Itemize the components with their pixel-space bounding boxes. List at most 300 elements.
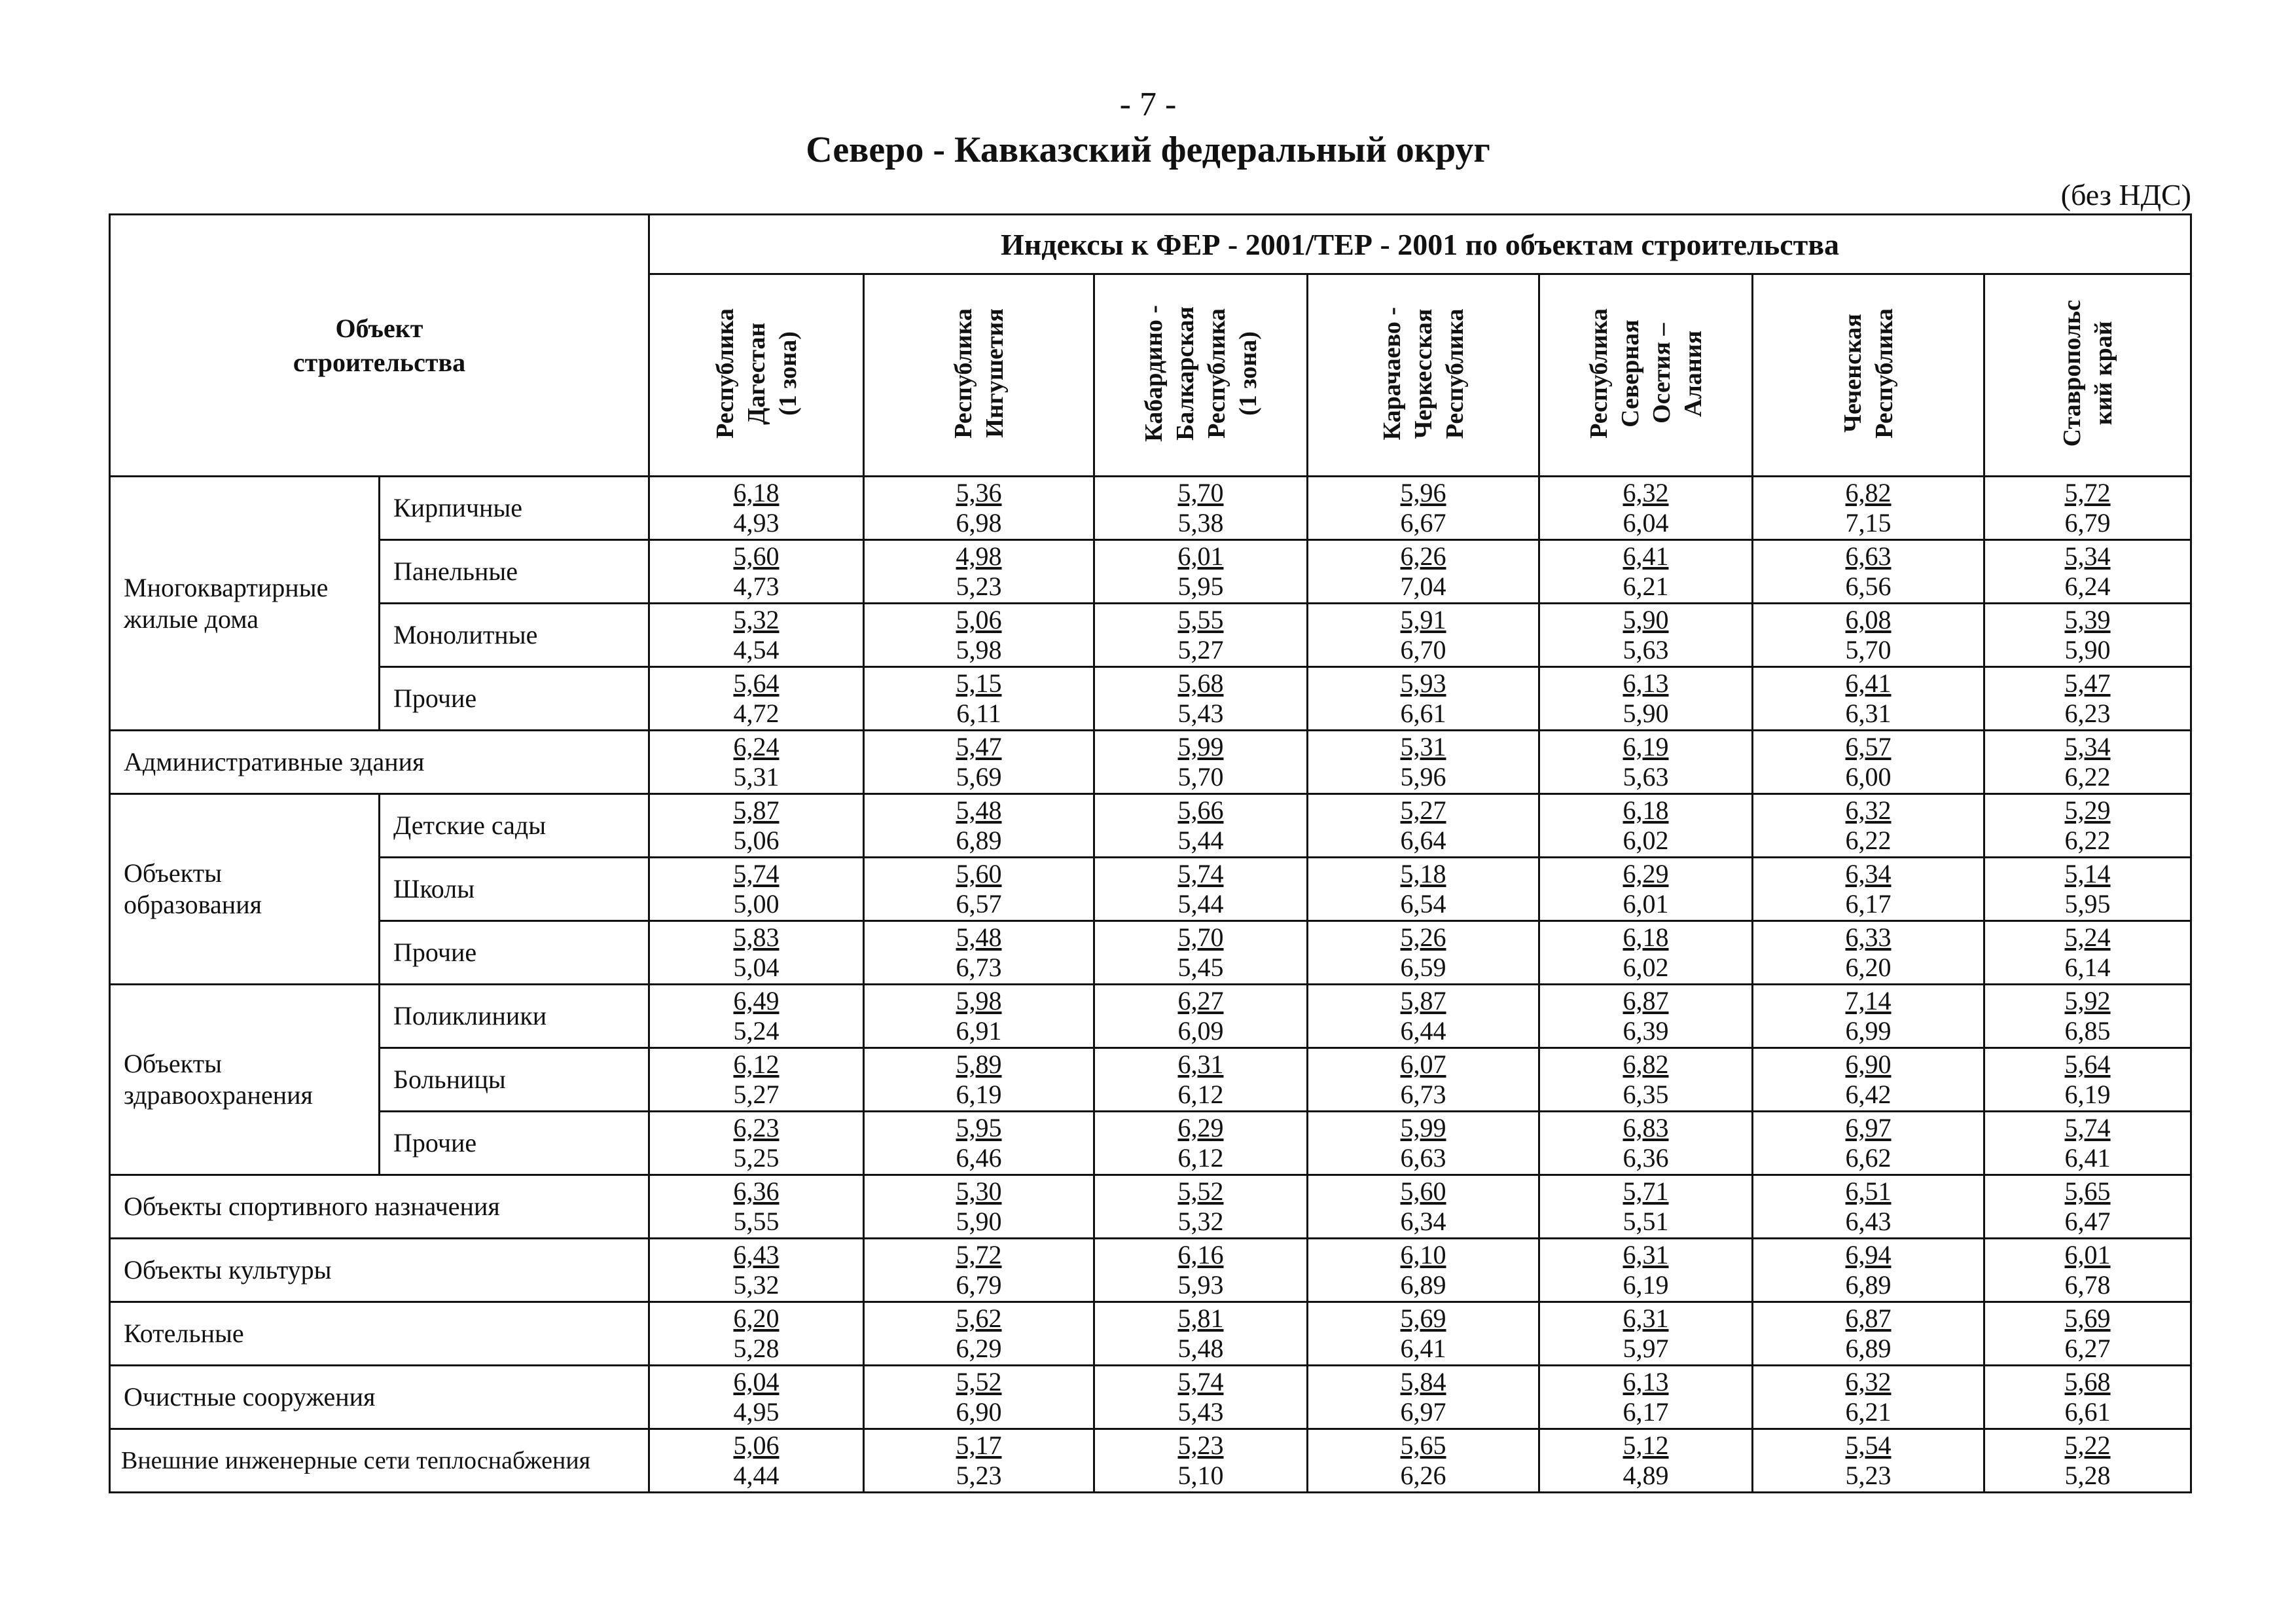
index-value-bottom: 5,28 (2064, 1461, 2111, 1490)
index-value-top: 5,92 (2064, 986, 2111, 1015)
index-value-bottom: 5,97 (1623, 1334, 1669, 1363)
index-value-top: 6,87 (1623, 986, 1669, 1015)
index-value-top: 6,43 (733, 1240, 780, 1269)
index-cell (649, 731, 864, 794)
index-cell (1984, 921, 2191, 985)
index-value-top: 6,41 (1845, 668, 1892, 698)
index-value-top: 5,71 (1623, 1176, 1669, 1206)
region-header-label: Республика Дагестан (1 зона) (711, 308, 802, 439)
index-cell (1753, 1302, 1984, 1366)
index-value-top: 6,82 (1845, 478, 1892, 507)
index-cell (1984, 667, 2191, 731)
table-row (110, 794, 2191, 858)
index-value-bottom: 6,91 (956, 1016, 1002, 1046)
group-label: Объекты образования (110, 794, 380, 985)
index-cell (1539, 1048, 1753, 1112)
region-header-label: Ставропольс кий край (2058, 300, 2117, 447)
index-cell (1094, 667, 1308, 731)
index-value-top: 5,22 (2064, 1431, 2111, 1460)
index-cell (864, 731, 1094, 794)
index-value-bottom: 5,93 (1177, 1270, 1224, 1300)
subtype-label: Больницы (380, 1048, 649, 1112)
index-value-top: 7,14 (1845, 986, 1892, 1015)
index-value-bottom: 5,25 (733, 1143, 780, 1173)
index-value-bottom: 6,11 (956, 699, 1001, 728)
index-value-top: 5,17 (956, 1431, 1002, 1460)
index-value-top: 5,69 (2064, 1304, 2111, 1333)
index-value-bottom: 6,22 (1845, 826, 1892, 855)
table-row (110, 477, 2191, 540)
index-cell (864, 921, 1094, 985)
index-value-top: 5,74 (2064, 1113, 2111, 1142)
index-value-bottom: 4,72 (733, 699, 780, 728)
index-value-top: 6,04 (733, 1367, 780, 1396)
index-cell (1539, 604, 1753, 667)
index-cell (1308, 1429, 1539, 1493)
index-value-bottom: 6,17 (1623, 1397, 1669, 1427)
index-cell (864, 985, 1094, 1048)
index-cell (1539, 477, 1753, 540)
index-cell (1094, 985, 1308, 1048)
index-cell (1984, 1112, 2191, 1175)
index-value-top: 5,30 (956, 1176, 1002, 1206)
index-cell (1094, 1239, 1308, 1302)
index-cell (1539, 921, 1753, 985)
index-value-bottom: 5,90 (2064, 635, 2111, 665)
index-value-top: 6,87 (1845, 1304, 1892, 1333)
index-value-top: 6,13 (1623, 668, 1669, 698)
index-value-top: 6,27 (1177, 986, 1224, 1015)
region-header (1539, 274, 1753, 477)
index-value-top: 5,18 (1400, 859, 1446, 888)
index-value-bottom: 5,70 (1177, 762, 1224, 792)
index-cell (649, 1366, 864, 1429)
index-value-bottom: 5,06 (733, 826, 780, 855)
index-value-top: 6,63 (1845, 541, 1892, 571)
index-cell (1984, 858, 2191, 921)
index-cell (1094, 477, 1308, 540)
index-value-top: 5,48 (956, 795, 1002, 825)
index-value-top: 5,26 (1400, 922, 1446, 952)
index-cell (649, 477, 864, 540)
index-value-bottom: 6,39 (1623, 1016, 1669, 1046)
subtype-label: Детские сады (380, 794, 649, 858)
index-value-top: 6,18 (1623, 795, 1669, 825)
index-cell (1984, 1048, 2191, 1112)
table-row (110, 604, 2191, 667)
index-cell (649, 604, 864, 667)
index-value-bottom: 5,43 (1177, 699, 1224, 728)
index-value-top: 6,10 (1400, 1240, 1446, 1269)
index-table (109, 213, 2192, 1493)
index-value-bottom: 6,57 (956, 889, 1002, 919)
index-value-top: 5,64 (733, 668, 780, 698)
index-header: Индексы к ФЕР - 2001/ТЕР - 2001 по объектам строительства (649, 215, 2191, 274)
index-value-bottom: 6,27 (2064, 1334, 2111, 1363)
index-value-bottom: 6,98 (956, 508, 1002, 538)
index-cell (1094, 604, 1308, 667)
index-value-bottom: 6,79 (956, 1270, 1002, 1300)
index-cell (1984, 477, 2191, 540)
index-value-bottom: 5,90 (956, 1207, 1002, 1236)
index-value-top: 5,31 (1400, 732, 1446, 761)
index-value-top: 5,99 (1177, 732, 1224, 761)
index-cell (649, 985, 864, 1048)
index-value-top: 5,06 (733, 1431, 780, 1460)
index-cell (649, 794, 864, 858)
index-value-bottom: 6,26 (1400, 1461, 1446, 1490)
table-row (110, 1429, 2191, 1493)
index-value-bottom: 6,22 (2064, 762, 2111, 792)
index-value-bottom: 6,17 (1845, 889, 1892, 919)
index-cell (1984, 1302, 2191, 1366)
index-cell (1094, 1366, 1308, 1429)
index-value-top: 5,39 (2064, 605, 2111, 634)
index-value-bottom: 5,44 (1177, 889, 1224, 919)
index-cell (1753, 1175, 1984, 1239)
region-header (1308, 274, 1539, 477)
index-cell (1984, 731, 2191, 794)
index-value-bottom: 4,93 (733, 508, 780, 538)
index-value-top: 5,68 (2064, 1367, 2111, 1396)
index-value-bottom: 6,02 (1623, 953, 1669, 982)
index-value-bottom: 4,89 (1623, 1461, 1669, 1490)
region-header-label: Карачаево - Черкесская Республика (1378, 306, 1469, 441)
subtype-label: Прочие (380, 1112, 649, 1175)
index-value-top: 6,13 (1623, 1367, 1669, 1396)
index-cell (1753, 731, 1984, 794)
index-value-bottom: 6,21 (1845, 1397, 1892, 1427)
subtype-label: Панельные (380, 540, 649, 604)
index-value-bottom: 5,27 (733, 1080, 780, 1109)
index-cell (864, 540, 1094, 604)
index-value-bottom: 5,44 (1177, 826, 1224, 855)
index-value-bottom: 5,90 (1623, 699, 1669, 728)
table-body (110, 477, 2191, 1493)
index-value-bottom: 6,20 (1845, 953, 1892, 982)
index-cell (1094, 794, 1308, 858)
index-cell (1094, 540, 1308, 604)
index-value-bottom: 6,29 (956, 1334, 1002, 1363)
index-value-top: 6,26 (1400, 541, 1446, 571)
index-value-bottom: 6,61 (2064, 1397, 2111, 1427)
category-label: Административные здания (110, 731, 649, 794)
index-value-bottom: 6,42 (1845, 1080, 1892, 1109)
index-value-top: 5,96 (1400, 478, 1446, 507)
index-value-top: 5,74 (1177, 859, 1224, 888)
index-cell (649, 858, 864, 921)
table-row (110, 1302, 2191, 1366)
index-value-top: 6,41 (1623, 541, 1669, 571)
index-value-bottom: 5,43 (1177, 1397, 1224, 1427)
category-label: Объекты спортивного назначения (110, 1175, 649, 1239)
index-value-bottom: 4,73 (733, 572, 780, 601)
index-value-top: 6,57 (1845, 732, 1892, 761)
subtype-label: Монолитные (380, 604, 649, 667)
index-value-bottom: 5,55 (733, 1207, 780, 1236)
table-row (110, 985, 2191, 1048)
index-cell (1984, 1239, 2191, 1302)
index-value-top: 5,65 (2064, 1176, 2111, 1206)
index-cell (1984, 1175, 2191, 1239)
index-value-bottom: 5,95 (1177, 572, 1224, 601)
index-value-top: 6,08 (1845, 605, 1892, 634)
category-label: Очистные сооружения (110, 1366, 649, 1429)
index-cell (864, 667, 1094, 731)
index-value-top: 5,36 (956, 478, 1002, 507)
index-value-bottom: 7,15 (1845, 508, 1892, 538)
index-value-bottom: 6,43 (1845, 1207, 1892, 1236)
index-cell (649, 667, 864, 731)
region-header-label: Республика Ингушетия (949, 308, 1009, 439)
index-value-top: 5,47 (2064, 668, 2111, 698)
index-cell (1539, 858, 1753, 921)
index-cell (649, 1302, 864, 1366)
index-value-top: 6,19 (1623, 732, 1669, 761)
index-value-bottom: 5,38 (1177, 508, 1224, 538)
index-value-bottom: 5,10 (1177, 1461, 1224, 1490)
index-value-bottom: 5,04 (733, 953, 780, 982)
index-value-top: 6,16 (1177, 1240, 1224, 1269)
category-label: Внешние инженерные сети теплоснабжения (110, 1429, 649, 1493)
index-value-top: 5,15 (956, 668, 1002, 698)
index-value-bottom: 7,04 (1400, 572, 1446, 601)
page-number: - 7 - (1119, 86, 1177, 123)
index-cell (1753, 667, 1984, 731)
index-value-top: 5,29 (2064, 795, 2111, 825)
index-value-top: 5,70 (1177, 922, 1224, 952)
index-value-top: 6,24 (733, 732, 780, 761)
index-cell (1308, 604, 1539, 667)
index-value-top: 5,14 (2064, 859, 2111, 888)
index-cell (1539, 667, 1753, 731)
index-value-top: 5,54 (1845, 1431, 1892, 1460)
index-cell (1308, 1048, 1539, 1112)
index-cell (1753, 1239, 1984, 1302)
index-value-top: 4,98 (956, 541, 1002, 571)
table-row (110, 667, 2191, 731)
index-value-bottom: 6,89 (1845, 1270, 1892, 1300)
index-value-bottom: 5,27 (1177, 635, 1224, 665)
index-value-bottom: 5,28 (733, 1334, 780, 1363)
index-value-top: 5,66 (1177, 795, 1224, 825)
index-value-bottom: 6,36 (1623, 1143, 1669, 1173)
index-value-bottom: 6,41 (1400, 1334, 1446, 1363)
index-value-top: 6,94 (1845, 1240, 1892, 1269)
index-value-top: 5,34 (2064, 732, 2111, 761)
index-value-bottom: 6,73 (956, 953, 1002, 982)
index-value-top: 6,32 (1623, 478, 1669, 507)
index-value-top: 5,99 (1400, 1113, 1446, 1142)
index-value-top: 6,31 (1177, 1049, 1224, 1079)
index-value-top: 5,32 (733, 605, 780, 634)
index-cell (1308, 477, 1539, 540)
index-value-top: 6,32 (1845, 1367, 1892, 1396)
index-value-top: 5,12 (1623, 1431, 1669, 1460)
index-value-bottom: 6,90 (956, 1397, 1002, 1427)
index-value-bottom: 5,32 (733, 1270, 780, 1300)
index-value-bottom: 6,19 (956, 1080, 1002, 1109)
index-value-bottom: 5,45 (1177, 953, 1224, 982)
object-header-label: Объект строительства (293, 313, 466, 377)
index-cell (1094, 731, 1308, 794)
index-value-top: 6,18 (733, 478, 780, 507)
index-cell (1308, 1366, 1539, 1429)
index-cell (1308, 1302, 1539, 1366)
index-value-bottom: 6,31 (1845, 699, 1892, 728)
index-value-top: 6,49 (733, 986, 780, 1015)
index-value-bottom: 6,35 (1623, 1080, 1669, 1109)
index-cell (864, 1175, 1094, 1239)
index-cell (1753, 1366, 1984, 1429)
index-cell (864, 1366, 1094, 1429)
index-value-bottom: 5,23 (956, 572, 1002, 601)
index-cell (864, 1112, 1094, 1175)
index-cell (1308, 1112, 1539, 1175)
subtype-label: Прочие (380, 667, 649, 731)
index-value-bottom: 6,24 (2064, 572, 2111, 601)
index-value-top: 6,29 (1177, 1113, 1224, 1142)
index-value-bottom: 6,85 (2064, 1016, 2111, 1046)
index-value-bottom: 4,54 (733, 635, 780, 665)
index-value-bottom: 6,09 (1177, 1016, 1224, 1046)
index-value-top: 5,95 (956, 1113, 1002, 1142)
index-value-bottom: 6,59 (1400, 953, 1446, 982)
index-cell (1308, 985, 1539, 1048)
index-value-top: 6,83 (1623, 1113, 1669, 1142)
index-cell (1539, 540, 1753, 604)
index-cell (649, 540, 864, 604)
index-value-top: 5,72 (956, 1240, 1002, 1269)
index-cell (649, 1112, 864, 1175)
index-cell (864, 858, 1094, 921)
index-value-top: 5,52 (1177, 1176, 1224, 1206)
subtype-label: Поликлиники (380, 985, 649, 1048)
index-value-bottom: 6,12 (1177, 1080, 1224, 1109)
index-value-bottom: 6,63 (1400, 1143, 1446, 1173)
index-value-top: 5,60 (956, 859, 1002, 888)
object-header (110, 215, 649, 477)
index-value-bottom: 6,02 (1623, 826, 1669, 855)
index-value-top: 5,62 (956, 1304, 1002, 1333)
index-value-bottom: 5,63 (1623, 635, 1669, 665)
index-cell (649, 1048, 864, 1112)
index-cell (1539, 794, 1753, 858)
index-value-bottom: 5,23 (956, 1461, 1002, 1490)
region-header-label: Республика Северная Осетия – Алания (1585, 308, 1707, 439)
index-cell (1094, 1112, 1308, 1175)
index-value-top: 5,91 (1400, 605, 1446, 634)
index-value-bottom: 6,70 (1400, 635, 1446, 665)
index-cell (1094, 921, 1308, 985)
page-title: Северо - Кавказский федеральный округ (806, 130, 1490, 170)
index-value-bottom: 6,41 (2064, 1143, 2111, 1173)
index-value-bottom: 6,04 (1623, 508, 1669, 538)
vat-note: (без НДС) (2060, 178, 2191, 211)
index-cell (1984, 604, 2191, 667)
index-cell (1308, 667, 1539, 731)
index-value-top: 5,55 (1177, 605, 1224, 634)
table-row (110, 1239, 2191, 1302)
index-cell (864, 794, 1094, 858)
subtype-label: Кирпичные (380, 477, 649, 540)
region-header (1094, 274, 1308, 477)
index-value-top: 6,90 (1845, 1049, 1892, 1079)
index-value-top: 5,65 (1400, 1431, 1446, 1460)
index-value-top: 5,90 (1623, 605, 1669, 634)
index-value-top: 6,29 (1623, 859, 1669, 888)
index-value-bottom: 5,98 (956, 635, 1002, 665)
index-cell (649, 1429, 864, 1493)
index-value-bottom: 5,00 (733, 889, 780, 919)
index-value-bottom: 5,95 (2064, 889, 2111, 919)
index-value-top: 5,74 (1177, 1367, 1224, 1396)
index-value-bottom: 6,01 (1623, 889, 1669, 919)
index-value-top: 6,32 (1845, 795, 1892, 825)
index-cell (649, 1175, 864, 1239)
index-value-top: 6,34 (1845, 859, 1892, 888)
table-row (110, 1366, 2191, 1429)
index-cell (1539, 1112, 1753, 1175)
index-cell (1539, 1239, 1753, 1302)
index-value-top: 5,72 (2064, 478, 2111, 507)
region-header (1753, 274, 1984, 477)
index-cell (1308, 858, 1539, 921)
index-value-top: 5,24 (2064, 922, 2111, 952)
index-value-bottom: 6,97 (1400, 1397, 1446, 1427)
index-value-bottom: 4,95 (733, 1397, 780, 1427)
index-cell (1539, 1302, 1753, 1366)
index-value-bottom: 5,31 (733, 762, 780, 792)
index-value-bottom: 6,61 (1400, 699, 1446, 728)
index-value-bottom: 6,23 (2064, 699, 2111, 728)
index-value-top: 6,33 (1845, 922, 1892, 952)
index-value-top: 5,87 (733, 795, 780, 825)
table-row (110, 1048, 2191, 1112)
index-cell (1984, 1366, 2191, 1429)
index-value-top: 5,27 (1400, 795, 1446, 825)
index-value-bottom: 6,89 (1845, 1334, 1892, 1363)
index-value-top: 5,06 (956, 605, 1002, 634)
index-value-top: 5,60 (1400, 1176, 1446, 1206)
index-value-top: 6,97 (1845, 1113, 1892, 1142)
index-value-top: 5,81 (1177, 1304, 1224, 1333)
index-cell (1094, 1048, 1308, 1112)
index-cell (1308, 921, 1539, 985)
index-value-bottom: 5,32 (1177, 1207, 1224, 1236)
subtype-label: Школы (380, 858, 649, 921)
index-cell (864, 1239, 1094, 1302)
index-value-top: 5,64 (2064, 1049, 2111, 1079)
index-value-bottom: 6,89 (956, 826, 1002, 855)
index-cell (1308, 731, 1539, 794)
index-value-top: 5,34 (2064, 541, 2111, 571)
index-value-bottom: 6,12 (1177, 1143, 1224, 1173)
region-header-label: Чеченская Республика (1839, 308, 1898, 439)
index-cell (1984, 794, 2191, 858)
index-value-top: 5,48 (956, 922, 1002, 952)
index-cell (1539, 731, 1753, 794)
index-value-top: 6,31 (1623, 1304, 1669, 1333)
index-value-bottom: 6,54 (1400, 889, 1446, 919)
index-cell (1753, 477, 1984, 540)
index-value-bottom: 6,14 (2064, 953, 2111, 982)
index-value-bottom: 6,62 (1845, 1143, 1892, 1173)
index-value-bottom: 6,99 (1845, 1016, 1892, 1046)
index-value-bottom: 5,24 (733, 1016, 780, 1046)
index-value-top: 5,69 (1400, 1304, 1446, 1333)
index-value-bottom: 6,64 (1400, 826, 1446, 855)
